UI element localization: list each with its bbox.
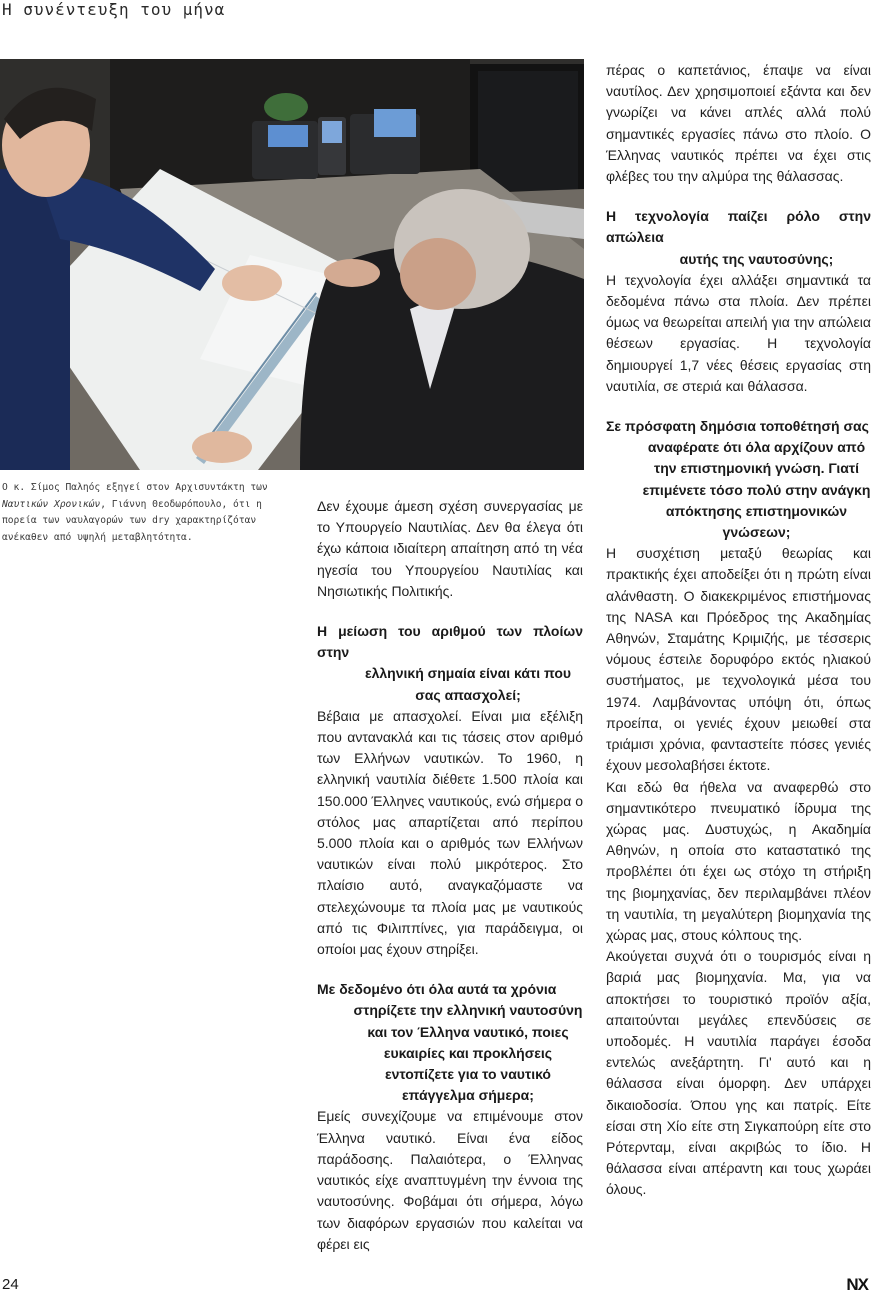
answer-paragraph: Και εδώ θα ήθελα να αναφερθώ στο σημαντικότερο πνευματικό ίδρυμα της χώρας μας. Δυστυχώς, η Ακαδημία Αθηνών, η οποία στο καταστατικό της προβλέπει ότι έχει ως στόχο τη στήριξη της βιομηχανίας, δεν περιλαμβάνει πλέον τη ναυτιλία, τη μεγαλύτερη βιομηχανία της χώρας μας, στους κόλπους της. [606, 778, 871, 943]
question-line: Σε πρόσφατη δημόσια τοποθέτησή σας [606, 418, 869, 435]
question-line: Η μείωση του αριθμού των πλοίων στην [317, 623, 583, 661]
question-line: Η τεχνολογία παίζει ρόλο στην απώλεια [606, 208, 871, 246]
caption-publication: Ναυτικών Χρονικών [2, 498, 101, 510]
interview-question [317, 979, 583, 1106]
question-line: Με δεδομένο ότι όλα αυτά τα χρόνια [317, 981, 557, 998]
answer-paragraph: Εμείς συνεχίζουμε να επιμένουμε στον Έλληνα ναυτικό. Είναι ένα είδος παράδοσης. Παλαιότερα, ο Έλληνας ναυτικός είχε αναπτυγμένη την έννοια της ναυτοσύνης. Φοβάμαι ότι σήμερα, λόγω των διαφόρων εργασιών που καλείται να φέρει εις [317, 1108, 583, 1252]
answer-paragraph: Βέβαια με απασχολεί. Είναι μια εξέλιξη που αντανακλά και τις τάσεις στον αριθμό των Ελλήνων ναυτικών. Το 1960, η ελληνική ναυτιλία διέθετε 1.500 πλοία και 150.000 Έλληνες ναυτικούς, ενώ σήμερα ο στόλος μας απαρτίζεται από περίπου 5.000 πλοία και ο αριθμός των Ελλήνων ναυτικών είναι πολύ μικρότερος. Στο πλαίσιο αυτό, αναγκαζόμαστε να στελεχώνουμε τα πλοία μας με ναυτικούς από τις Φιλιππίνες, για παράδειγμα, οι οποίοι μας έχουν στηρίξει. [317, 707, 583, 958]
caption-text-1: Ο κ. Σίμος Παληός εξηγεί στον Αρχισυντάκτη των [2, 482, 268, 493]
article-column-right [606, 60, 871, 1201]
interview-photo [0, 59, 584, 470]
paragraph: πέρας ο καπετάνιος, έπαψε να είναι ναυτίλος. Δεν χρησιμοποιεί εξάντα και δεν γνωρίζει να κάνει απλές αλλά πολύ σημαντικές εργασίες πάνω στο πλοίο. Ο Έλληνας ναυτικός πρέπει να έχει στις φλέβες του την αλμύρα της θάλασσας. [606, 62, 871, 185]
interview-question [317, 621, 583, 706]
question-rest: αυτής της ναυτοσύνης; [679, 250, 834, 267]
photo-caption [2, 480, 272, 546]
section-header: Η συνέντευξη του μήνα [2, 0, 226, 19]
answer-paragraph: Ακούγεται συχνά ότι ο τουρισμός είναι η βαριά μας βιομηχανία. Μα, για να αποκτήσει το τουριστικό προϊόν αξία, απαιτούνται μεγάλες επενδύσεις σε υποδομές. Η ναυτιλία παράγει έσοδα εντελώς ανεξάρτητη. Γι' αυτό και η θάλασσα είναι όμορφη. Δεν υπάρχει δικαιοδοσία. Όπου γης και πατρίς. Είτε είσαι στη Χίο είτε στη Σιγκαπούρη είτε στο Ρότερνταμ, είναι ακριβώς το ίδιο. Η θάλασσα είναι απέραντη και τους χωράει όλους. [606, 948, 871, 1198]
interview-question [606, 416, 871, 543]
question-rest: ελληνική σημαία είναι κάτι που σας απασχολεί; [364, 665, 572, 703]
question-rest: αναφέρατε ότι όλα αρχίζουν από την επιστημονική γνώση. Γιατί επιμένετε τόσο πολύ στην ανάγκη απόκτησης επιστημονικών γνώσεων; [642, 439, 871, 541]
answer-paragraph: Η τεχνολογία έχει αλλάξει σημαντικά τα δεδομένα πάνω στα πλοία. Δεν πρέπει όμως να θεωρείται απειλή για την απώλεια θέσεων εργασίας. Η τεχνολογία δημιουργεί 1,7 νέες θέσεις εργασίας στη ναυτιλία, σε στεριά και θάλασσα. [606, 271, 871, 394]
paragraph: Δεν έχουμε άμεση σχέση συνεργασίας με το Υπουργείο Ναυτιλίας. Δεν θα έλεγα ότι έχω κάποια ιδιαίτερη απαίτηση από τη νέα ηγεσία του Υπουργείου Ναυτιλίας και Νησιωτικής Πολιτικής. [317, 498, 583, 599]
answer-paragraph: Η συσχέτιση μεταξύ θεωρίας και πρακτικής έχει αποδείξει ότι η πρώτη είναι αλάνθαστη. Ο διακεκριμένος επιστήμονας της NASA και Πρόεδρος της Ακαδημίας Αθηνών, Σταμάτης Κριμιζής, με τέσσερις νόμους έστειλε δορυφόρο εκτός ηλιακού συστήματος, με τεχνολογικά μέσα του 1974. Λαμβάνοντας υπόψη ότι, όπως προείπα, οι γενιές έχουν μειωθεί στα τριάμισι χρόνια, φανταστείτε πόσες γενιές έχουν μεσολαβήσει έκτοτε. [606, 545, 871, 774]
interview-question [606, 206, 871, 270]
magazine-logo: NX [846, 1275, 868, 1294]
question-rest: στηρίζετε την ελληνική ναυτοσύνη και τον Έλληνα ναυτικό, ποιες ευκαιρίες και προκλήσεις εντοπίζετε για το ναυτικό επάγγελμα σήμερα; [353, 1002, 583, 1104]
page-number: 24 [2, 1276, 19, 1293]
caption-text-2: , Γιάννη Θεοδωρόπουλο, ότι η πορεία των ναυλαγορών των dry χαρακτηρίζόταν ανέκαθεν από υψηλή μεταβλητότητα. [2, 498, 262, 543]
article-column-middle [317, 496, 583, 1255]
